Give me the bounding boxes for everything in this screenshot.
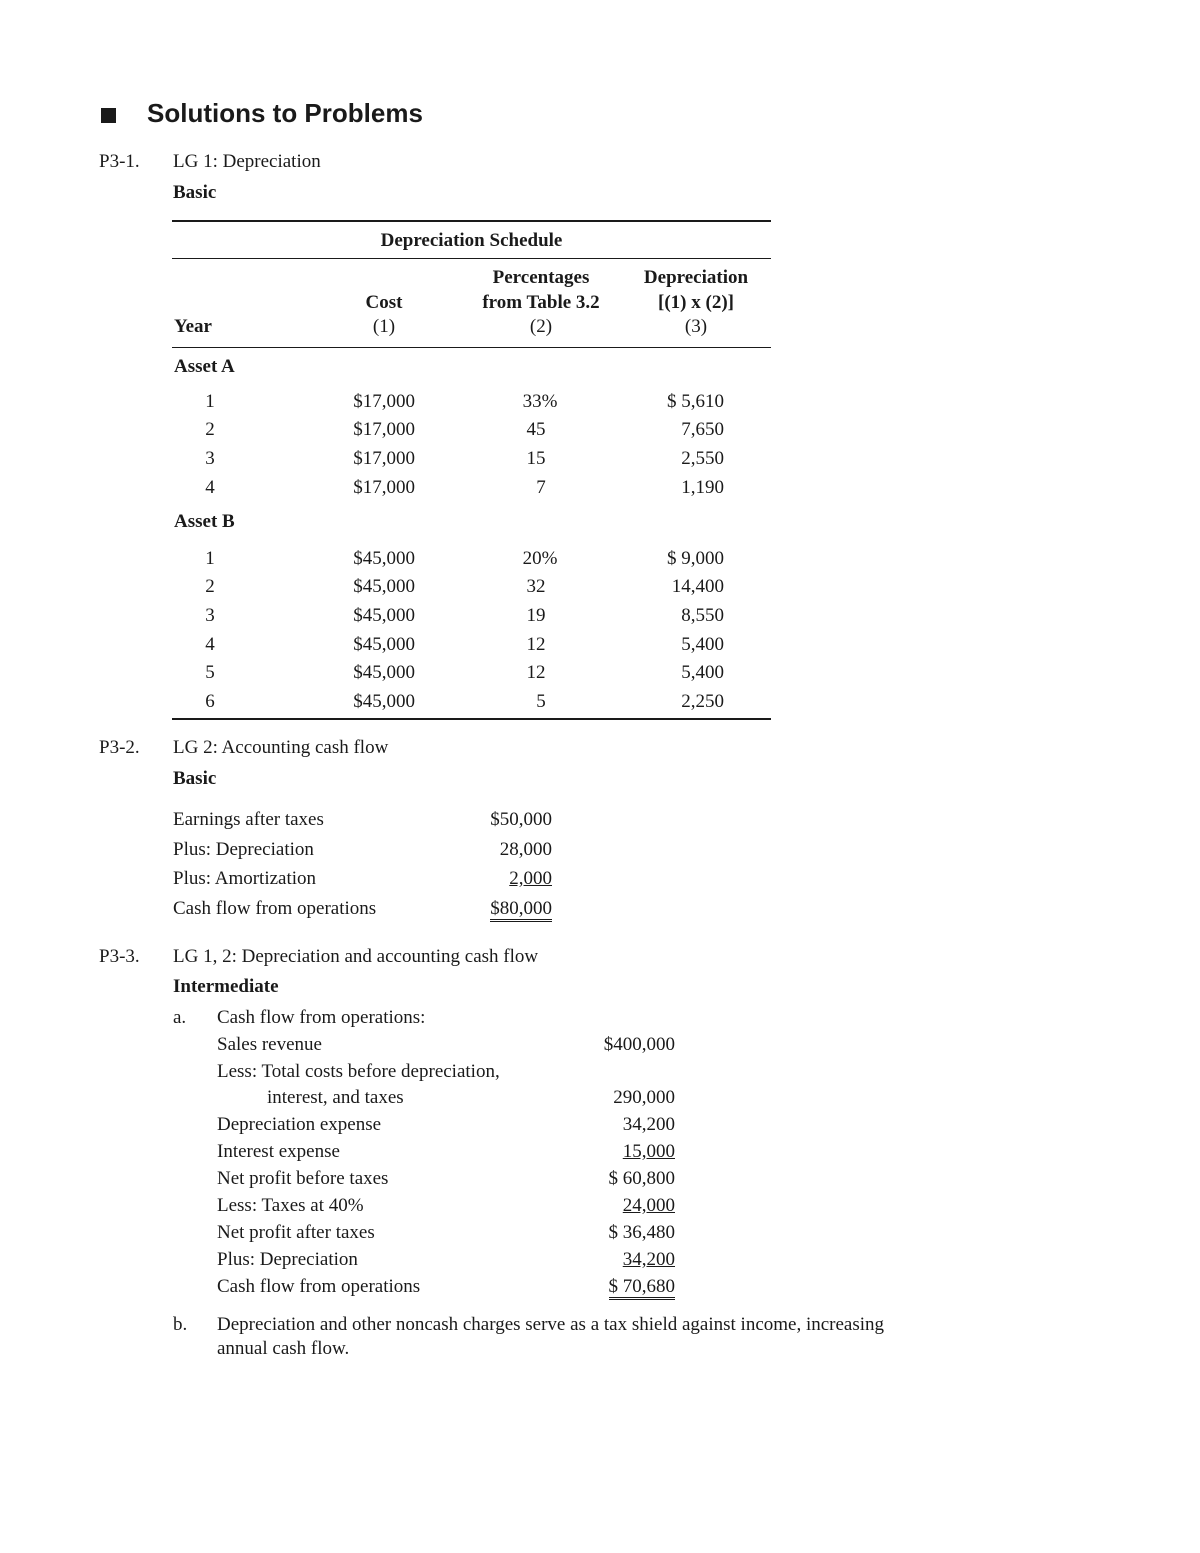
- p3-row-value: [545, 1222, 675, 1244]
- table-top-rule: [172, 220, 771, 222]
- header-pct-sub: from Table 3.2: [482, 292, 600, 313]
- p2-row-label: Earnings after taxes: [173, 809, 324, 830]
- p3-value-text: $ 60,800: [608, 1168, 675, 1189]
- table-row-pct: 12: [526, 662, 546, 683]
- table-row-pct: 19: [526, 605, 546, 626]
- p3-row-label: interest, and taxes: [267, 1087, 404, 1108]
- p3-value-text: 15,000: [622, 1141, 675, 1162]
- p1-title: LG 1: Depreciation: [173, 151, 321, 172]
- p2-row-label: Plus: Amortization: [173, 868, 317, 889]
- p3-a-marker: a.: [173, 1007, 187, 1028]
- p3-row-label: Interest expense: [217, 1141, 340, 1162]
- header-dep-num: (3): [684, 316, 708, 337]
- table-row-year: 3: [205, 605, 215, 626]
- table-row-year: 1: [205, 548, 215, 569]
- p3-row-label: Net profit before taxes: [217, 1168, 389, 1189]
- p3-b-marker: b.: [173, 1314, 188, 1335]
- table-row-dep: 5,400: [681, 662, 724, 683]
- p2-title: LG 2: Accounting cash flow: [173, 737, 389, 758]
- p3-row-value: [545, 1141, 675, 1163]
- p3-row-value: [545, 1087, 675, 1109]
- p3-title: LG 1, 2: Depreciation and accounting cash flow: [173, 946, 539, 967]
- p3-b-line: Depreciation and other noncash charges serve as a tax shield against income, increasing: [217, 1314, 885, 1335]
- table-row-cost: $45,000: [353, 662, 415, 683]
- table-row-year: 4: [205, 634, 215, 655]
- table-row-pct: 5: [536, 691, 546, 712]
- asset-a-label: Asset A: [174, 356, 235, 377]
- p2-value-text: 28,000: [499, 839, 552, 860]
- header-cost-num: (1): [372, 316, 396, 337]
- p2-value-text: $80,000: [490, 898, 552, 922]
- table-row-cost: $45,000: [353, 634, 415, 655]
- p3-row-value: [545, 1195, 675, 1217]
- table-row-pct: 15: [526, 448, 546, 469]
- p2-row-value: [452, 839, 552, 861]
- table-row-cost: $17,000: [353, 391, 415, 412]
- p3-b-line: annual cash flow.: [217, 1338, 350, 1359]
- table-row-cost: $17,000: [353, 477, 415, 498]
- p2-value-text: $50,000: [490, 809, 552, 830]
- asset-b-label: Asset B: [174, 511, 235, 532]
- p3-number: P3-3.: [99, 946, 140, 967]
- table-title: Depreciation Schedule: [380, 230, 563, 251]
- table-row-cost: $17,000: [353, 419, 415, 440]
- table-row-year: 3: [205, 448, 215, 469]
- p2-row-label: Plus: Depreciation: [173, 839, 314, 860]
- p3-value-text: $ 70,680: [609, 1276, 676, 1300]
- p2-row-value: [452, 809, 552, 831]
- table-row-year: 2: [205, 419, 215, 440]
- heading-bullet: [101, 107, 116, 129]
- p2-row-value: [452, 868, 552, 890]
- table-row-dep: 14,400: [671, 576, 724, 597]
- table-title-rule: [172, 258, 771, 259]
- p1-level: Basic: [173, 182, 217, 203]
- table-row-pct: 45: [526, 419, 546, 440]
- table-row-year: 4: [205, 477, 215, 498]
- p3-row-label: Sales revenue: [217, 1034, 322, 1055]
- p3-level: Intermediate: [173, 976, 279, 997]
- table-row-dep: 2,250: [681, 691, 724, 712]
- table-row-year: 1: [205, 391, 215, 412]
- table-row-dep: 1,190: [681, 477, 724, 498]
- p3-row-value: [545, 1034, 675, 1056]
- p3-a-title: Cash flow from operations:: [217, 1007, 426, 1028]
- p2-row-label: Cash flow from operations: [173, 898, 377, 919]
- p3-value-text: $400,000: [603, 1034, 675, 1055]
- p2-level: Basic: [173, 768, 217, 789]
- p3-value-text: 34,200: [622, 1249, 675, 1270]
- p3-row-value: [545, 1114, 675, 1136]
- table-row-dep: $ 9,000: [667, 548, 724, 569]
- table-row-dep: $ 5,610: [667, 391, 724, 412]
- p3-row-value: [545, 1276, 675, 1298]
- p3-value-text: 24,000: [622, 1195, 675, 1216]
- table-row-dep: 7,650: [681, 419, 724, 440]
- table-row-year: 5: [205, 662, 215, 683]
- header-pct: Percentages: [492, 267, 590, 288]
- table-row-cost: $45,000: [353, 576, 415, 597]
- table-row-pct: 20%: [522, 548, 558, 569]
- header-year: Year: [174, 316, 212, 337]
- table-row-year: 6: [205, 691, 215, 712]
- table-bottom-rule: [172, 718, 771, 720]
- p3-row-label: Less: Taxes at 40%: [217, 1195, 364, 1216]
- table-row-pct: 12: [526, 634, 546, 655]
- p3-row-label: Less: Total costs before depreciation,: [217, 1061, 500, 1082]
- header-dep: Depreciation: [643, 267, 749, 288]
- p3-row-label: Plus: Depreciation: [217, 1249, 358, 1270]
- p2-row-value: [452, 898, 552, 920]
- p1-number: P3-1.: [99, 151, 140, 172]
- table-row-cost: $17,000: [353, 448, 415, 469]
- table-row-dep: 5,400: [681, 634, 724, 655]
- table-row-pct: 33%: [522, 391, 558, 412]
- p3-row-label: Cash flow from operations: [217, 1276, 421, 1297]
- header-dep-sub: [(1) x (2)]: [658, 292, 734, 313]
- table-row-cost: $45,000: [353, 605, 415, 626]
- table-row-pct: 7: [536, 477, 546, 498]
- header-pct-num: (2): [529, 316, 553, 337]
- table-row-dep: 2,550: [681, 448, 724, 469]
- table-row-pct: 32: [526, 576, 546, 597]
- p3-row-label: Depreciation expense: [217, 1114, 382, 1135]
- table-row-dep: 8,550: [681, 605, 724, 626]
- p3-row-label: Net profit after taxes: [217, 1222, 375, 1243]
- p3-value-text: $ 36,480: [608, 1222, 675, 1243]
- table-row-year: 2: [205, 576, 215, 597]
- p3-row-value: [545, 1249, 675, 1271]
- p2-value-text: 2,000: [509, 868, 552, 889]
- p2-number: P3-2.: [99, 737, 140, 758]
- p3-value-text: 290,000: [613, 1087, 675, 1108]
- table-row-cost: $45,000: [353, 691, 415, 712]
- page-title: Solutions to Problems: [147, 98, 423, 128]
- table-row-cost: $45,000: [353, 548, 415, 569]
- header-cost: Cost: [365, 292, 403, 313]
- header-rule: [172, 347, 771, 348]
- p3-value-text: 34,200: [622, 1114, 675, 1135]
- p3-row-value: [545, 1168, 675, 1190]
